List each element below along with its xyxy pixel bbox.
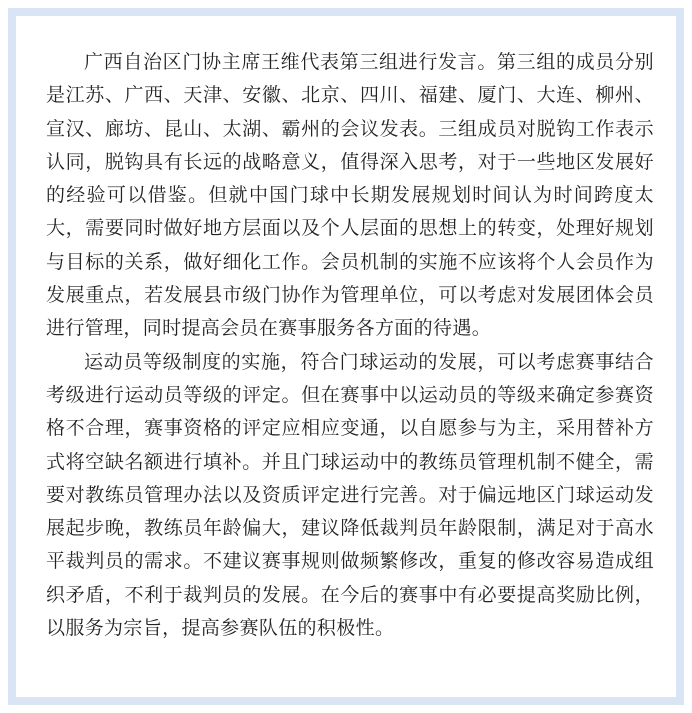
paragraph-group-three-report: 广西自治区门协主席王维代表第三组进行发言。第三组的成员分别是江苏、广西、天津、安徽、北京、四川、福建、厦门、大连、柳州、宣汉、廊坊、昆山、太湖、霸州的会议发表。三组成员对脱钩工作表示认同，脱钩具有长远的战略意义，值得深入思考，对于一些地区发展好的经验可以借鉴。但就中国门球中长期发展规划时间认为时间跨度太大，需要同时做好地方层面以及个人层面的思想上的转变，处理好规划与目标的关系，做好细化工作。会员机制的实施不应该将个人会员作为发展重点，若发展县市级门协作为管理单位，可以考虑对发展团体会员进行管理，同时提高会员在赛事服务各方面的待遇。: [46, 51, 654, 340]
document-body: [16, 16, 676, 697]
paragraph-athlete-grading: 运动员等级制度的实施，符合门球运动的发展，可以考虑赛事结合考级进行运动员等级的评定。但在赛事中以运动员的等级来确定参赛资格不合理，赛事资格的评定应相应变通，以自愿参与为主，采用替补方式将空缺名额进行填补。并且门球运动中的教练员管理机制不健全，需要对教练员管理办法以及资质评定进行完善。对于偏远地区门球运动发展起步晚，教练员年龄偏大，建议降低裁判员年龄限制，满足对于高水平裁判员的需求。不建议赛事规则做频繁修改，重复的修改容易造成组织矛盾，不利于裁判员的发展。在今后的赛事中有必要提高奖励比例，以服务为宗旨，提高参赛队伍的积极性。: [46, 350, 654, 640]
document-frame: [8, 8, 684, 705]
